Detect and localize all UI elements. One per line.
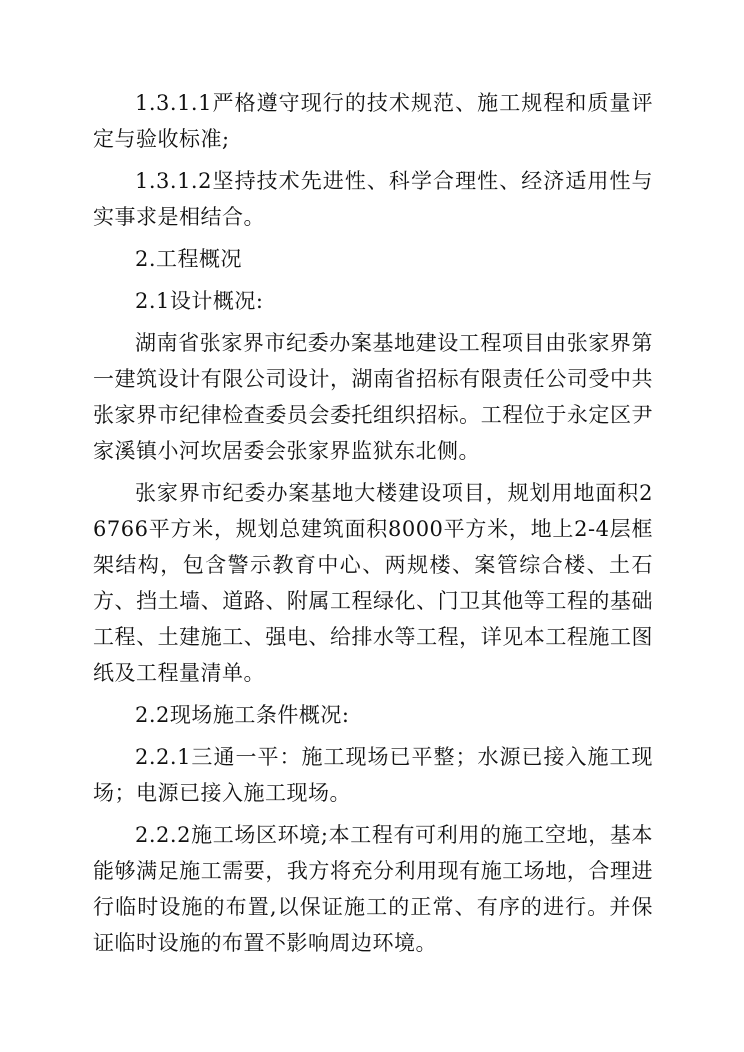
- paragraph-2-2-2: 2.2.2施工场区环境;本工程有可利用的施工空地，基本能够满足施工需要，我方将充分利用现有施工场地，合理进行临时设施的布置,以保证施工的正常、有序的进行。并保证临时设施的布置不影响周边环境。: [93, 823, 653, 955]
- paragraph-2-2-1: 2.2.1三通一平：施工现场已平整；水源已接入施工现场；电源已接入施工现场。: [93, 745, 653, 805]
- paragraph-1-3-1-2: 1.3.1.2坚持技术先进性、科学合理性、经济适用性与实事求是相结合。: [93, 169, 653, 229]
- paragraph-1-3-1-1: 1.3.1.1严格遵守现行的技术规范、施工规程和质量评定与验收标准;: [93, 91, 653, 151]
- paragraph-design-description: 湖南省张家界市纪委办案基地建设工程项目由张家界第一建筑设计有限公司设计，湖南省招标有限责任公司受中共张家界市纪律检查委员会委托组织招标。工程位于永定区尹家溪镇小河坎居委会张家界监狱东北侧。: [93, 331, 653, 463]
- document-body: [93, 85, 653, 967]
- heading-project-overview: 2.工程概况: [135, 247, 243, 271]
- heading-site-conditions: 2.2现场施工条件概况:: [135, 703, 350, 727]
- heading-design-overview: 2.1设计概况:: [135, 289, 264, 313]
- paragraph-project-scale: 张家界市纪委办案基地大楼建设项目，规划用地面积26766平方米，规划总建筑面积8000平方米，地上2-4层框架结构，包含警示教育中心、两规楼、案管综合楼、土石方、挡土墙、道路、附属工程绿化、门卫其他等工程的基础工程、土建施工、强电、给排水等工程，详见本工程施工图纸及工程量清单。: [93, 481, 653, 685]
